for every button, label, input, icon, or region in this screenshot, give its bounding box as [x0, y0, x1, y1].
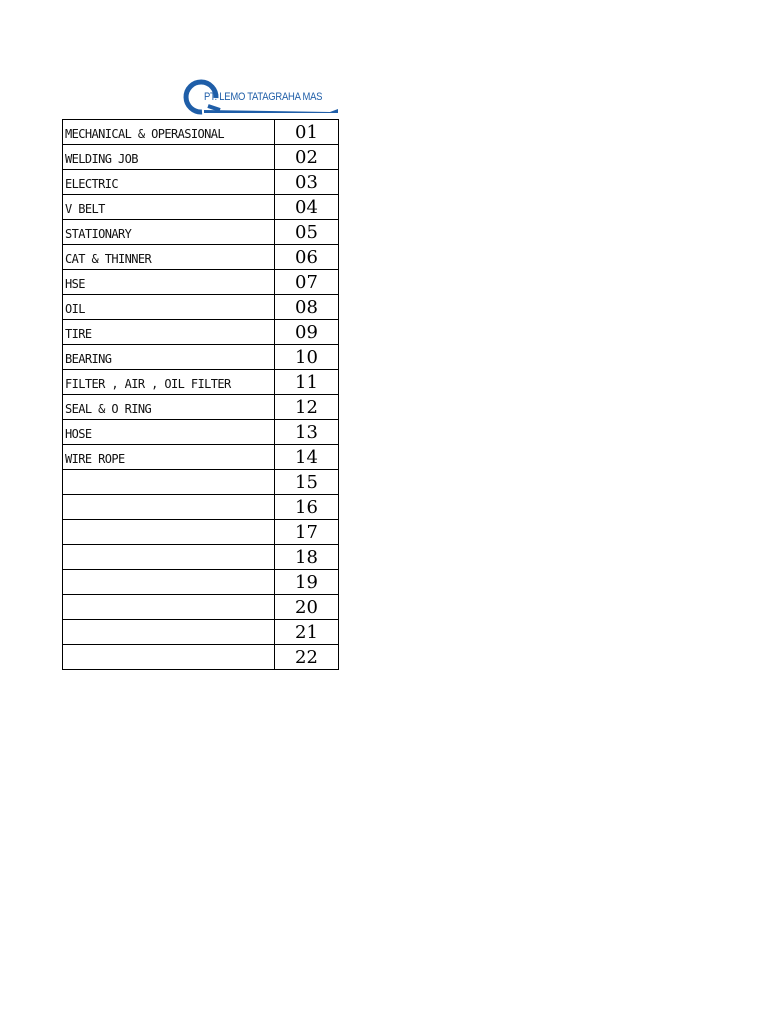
- category-name-cell: ELECTRIC: [63, 170, 275, 195]
- category-name-cell: WELDING JOB: [63, 145, 275, 170]
- category-name-cell: [63, 545, 275, 570]
- category-code-cell: 03: [275, 170, 339, 195]
- category-name-cell: STATIONARY: [63, 220, 275, 245]
- table-row: [63, 170, 339, 195]
- table-row: [63, 420, 339, 445]
- category-name-cell: HOSE: [63, 420, 275, 445]
- category-name-cell: CAT & THINNER: [63, 245, 275, 270]
- category-code-cell: 19: [275, 570, 339, 595]
- category-code-cell: 17: [275, 520, 339, 545]
- table-row: [63, 345, 339, 370]
- category-name-cell: OIL: [63, 295, 275, 320]
- category-code-cell: 01: [275, 120, 339, 145]
- category-name-cell: WIRE ROPE: [63, 445, 275, 470]
- table-row: [63, 520, 339, 545]
- category-code-cell: 22: [275, 645, 339, 670]
- category-name-cell: FILTER , AIR , OIL FILTER: [63, 370, 275, 395]
- logo-text: PT. LEMO TATAGRAHA MAS: [204, 91, 323, 103]
- category-code-cell: 08: [275, 295, 339, 320]
- table-row: [63, 470, 339, 495]
- table-row: [63, 395, 339, 420]
- category-code-cell: 14: [275, 445, 339, 470]
- table-row: [63, 245, 339, 270]
- category-code-cell: 12: [275, 395, 339, 420]
- category-code-cell: 11: [275, 370, 339, 395]
- category-name-cell: [63, 470, 275, 495]
- category-name-cell: [63, 495, 275, 520]
- table-row: [63, 320, 339, 345]
- table-row: [63, 220, 339, 245]
- category-code-cell: 05: [275, 220, 339, 245]
- company-logo: [180, 76, 340, 120]
- category-code-cell: 16: [275, 495, 339, 520]
- table-row: [63, 195, 339, 220]
- table-row: [63, 370, 339, 395]
- table-row: [63, 620, 339, 645]
- category-name-cell: SEAL & O RING: [63, 395, 275, 420]
- category-code-cell: 18: [275, 545, 339, 570]
- category-name-cell: [63, 645, 275, 670]
- category-code-cell: 07: [275, 270, 339, 295]
- table-row: [63, 145, 339, 170]
- category-name-cell: V BELT: [63, 195, 275, 220]
- category-code-cell: 04: [275, 195, 339, 220]
- category-name-cell: [63, 570, 275, 595]
- category-code-cell: 06: [275, 245, 339, 270]
- category-code-table: [62, 119, 339, 670]
- category-name-cell: [63, 520, 275, 545]
- table-row: [63, 645, 339, 670]
- category-code-cell: 13: [275, 420, 339, 445]
- category-code-cell: 20: [275, 595, 339, 620]
- table-row: [63, 495, 339, 520]
- category-name-cell: MECHANICAL & OPERASIONAL: [63, 120, 275, 145]
- category-code-cell: 21: [275, 620, 339, 645]
- category-name-cell: TIRE: [63, 320, 275, 345]
- category-name-cell: [63, 620, 275, 645]
- category-name-cell: HSE: [63, 270, 275, 295]
- table-row: [63, 270, 339, 295]
- table-row: [63, 595, 339, 620]
- category-code-cell: 10: [275, 345, 339, 370]
- category-code-cell: 15: [275, 470, 339, 495]
- table-body: [63, 120, 339, 670]
- table-row: [63, 445, 339, 470]
- table-row: [63, 570, 339, 595]
- category-code-cell: 02: [275, 145, 339, 170]
- category-code-cell: 09: [275, 320, 339, 345]
- table-row: [63, 120, 339, 145]
- category-name-cell: BEARING: [63, 345, 275, 370]
- table-row: [63, 295, 339, 320]
- category-name-cell: [63, 595, 275, 620]
- table-row: [63, 545, 339, 570]
